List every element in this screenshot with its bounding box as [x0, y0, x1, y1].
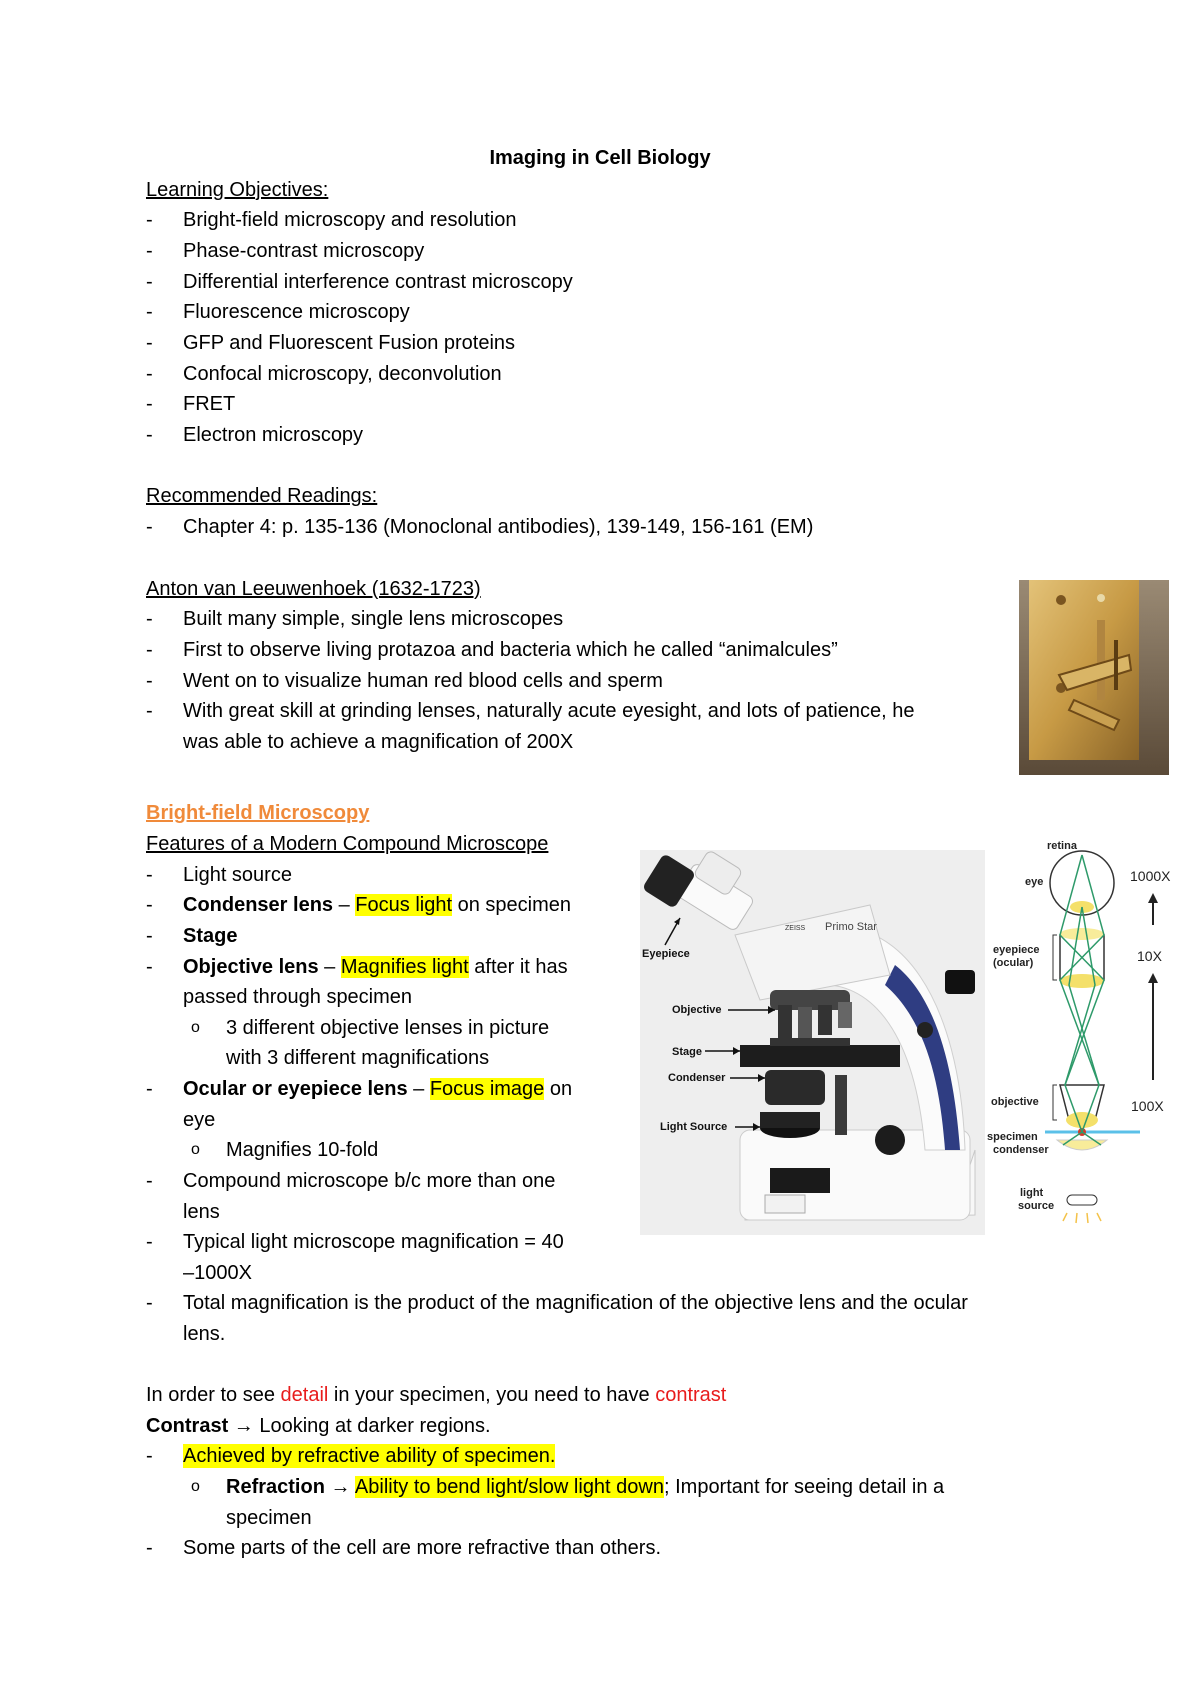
label-condenser: Condenser [668, 1072, 726, 1084]
optics-ray-diagram [985, 835, 1180, 1235]
label-eye: eye [1025, 876, 1044, 888]
contrast-definition: Contrast → Looking at darker regions. [146, 1415, 491, 1437]
mag-1000x: 1000X [1130, 868, 1171, 884]
label-source: source [1018, 1200, 1055, 1212]
label-objective: objective [991, 1096, 1039, 1108]
compound-microscope-photo [640, 850, 985, 1235]
leeuwenhoek-heading: Anton van Leeuwenhoek (1632-1723) [146, 578, 481, 600]
contrast-intro: In order to see detail in your specimen, you need to have contrast [146, 1384, 727, 1406]
mag-10x: 10X [1137, 948, 1162, 964]
label-eyepiece: Eyepiece [642, 948, 690, 960]
brightfield-heading: Bright-field Microscopy [146, 802, 370, 824]
label-ocular: (ocular) [993, 957, 1034, 969]
brightfield-subheading: Features of a Modern Compound Microscope [146, 833, 549, 855]
label-light: light [1020, 1187, 1044, 1199]
label-condenser: condenser [993, 1144, 1049, 1156]
learning-objectives-heading: Learning Objectives: [146, 179, 329, 201]
page-title: Imaging in Cell Biology [489, 147, 711, 169]
label-stage: Stage [672, 1046, 702, 1058]
leeuwenhoek-microscope-photo [1019, 580, 1169, 775]
label-eyepiece: eyepiece [993, 944, 1040, 956]
microscope-model: Primo Star [825, 921, 877, 933]
label-light-source: Light Source [660, 1121, 728, 1133]
label-objective: Objective [672, 1004, 722, 1016]
label-retina: retina [1047, 840, 1077, 852]
document-page: Imaging in Cell Biology Learning Objectives: - Bright-field microscopy and resolution - Phase-contrast microscopy - Differential interference contrast microscopy - Fluorescence microscopy - GFP and Fluorescent Fusion proteins - Confocal microscopy, deconvolution - FRET - Electron microscopy Recommended Readings: - Chapter 4: p. 135-136 (Monoclonal antibodies), 139-149, 156-161 (EM) Anton van Leeuwenhoek (1632-1723) - Built many simple, single lens microscopes - First to observe living protazoa and bacteria which he called “animalcules” - Went on to visualize human red blood cells and sperm - With great skill at grinding lenses, naturally acute eyesight, and lots of patience, he was able to achieve a magnification of 200X Bright-field Microscopy Features of a Modern Compound Microscope - Light source - Condenser lens – Focus light on specimen - Stage - Objective lens – Magnifies light after it has passed through specimen o 3 different objective lenses in picture with 3 different magnifications - Ocular or eyepiece lens – Focus image on eye o Magnifies 10-fold - Compound microscope b/c more than one lens - Typical light microscope magnification = 40 –1000X - Total magnification is the product of the magnification of the objective lens and the ocular lens. ZEISS Primo Star Eyepiece Objective Stage Condenser Light Source retina eye eyepiece (ocular) objective specimen condenser light source 1000X 10X 100X In order to see detail in your specimen, you need to have contrast Contrast → Looking at darker regions. - Achieved by refractive ability of specimen. o Refraction → Ability to bend light/slow light down; Important for seeing detail in a specimen - Some parts of the cell are more refractive than others. [0, 0, 1200, 1698]
readings-heading: Recommended Readings: [146, 485, 378, 507]
microscope-brand: ZEISS [785, 925, 806, 932]
label-specimen: specimen [987, 1131, 1038, 1143]
mag-100x: 100X [1131, 1098, 1164, 1114]
